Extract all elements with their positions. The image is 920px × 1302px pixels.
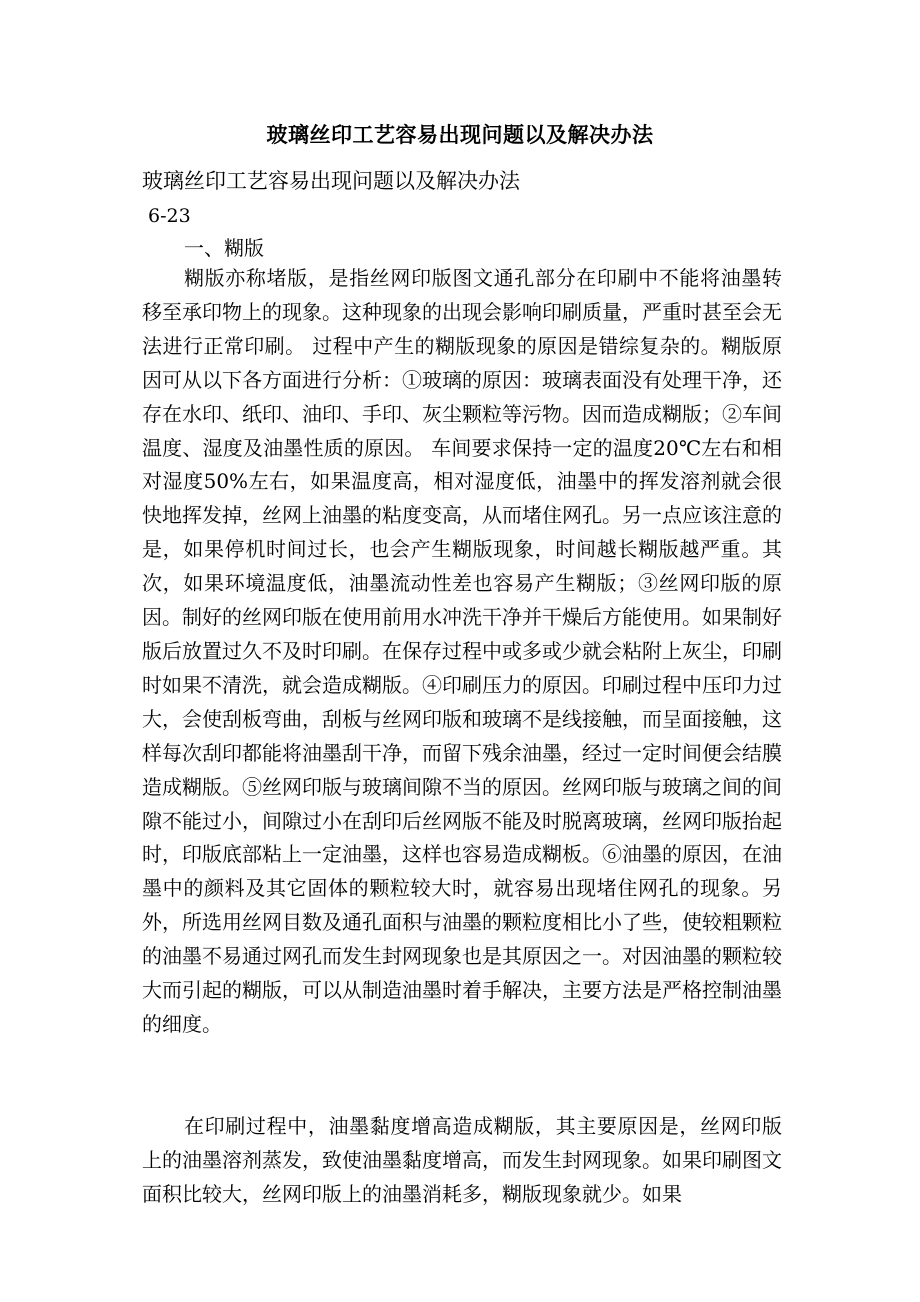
paragraph-2: 在印刷过程中，油墨黏度增高造成糊版，其主要原因是，丝网印版上的油墨溶剂蒸发，致使油墨黏度增高，而发生封网现象。如果印刷图文面积比较大，丝网印版上的油墨消耗多，糊版现象就少。如果 (142, 1114, 782, 1206)
section-heading: 一、糊版 (184, 236, 264, 260)
paragraph-1: 糊版亦称堵版，是指丝网印版图文通孔部分在印刷中不能将油墨转移至承印物上的现象。这种现象的出现会影响印刷质量，严重时甚至会无法进行正常印刷。 过程中产生的糊版现象的原因是错综复杂的。糊版原因可从以下各方面进行分析：①玻璃的原因：玻璃表面没有处理干净，还存在水印、纸印、油印、手印、灰尘颗粒等污物。因而造成糊版；②车间温度、湿度及油墨性质的原因。 车间要求保持一定的温度20℃左右和相对湿度50%左右，如果温度高，相对湿度低，油墨中的挥发溶剂就会很快地挥发掉，丝网上油墨的粘度变高，从而堵住网孔。另一点应该注意的是，如果停机时间过长，也会产生糊版现象，时间越长糊版越严重。其次，如果环境温度低，油墨流动性差也容易产生糊版；③丝网印版的原因。制好的丝网印版在使用前用水冲洗干净并干燥后方能使用。如果制好版后放置过久不及时印刷。在保存过程中或多或少就会粘附上灰尘，印刷时如果不清洗，就会造成糊版。④印刷压力的原因。印刷过程中压印力过大，会使刮板弯曲，刮板与丝网印版和玻璃不是线接触，而呈面接触，这样每次刮印都能将油墨刮干净，而留下残余油墨，经过一定时间便会结膜造成糊版。⑤丝网印版与玻璃间隙不当的原因。丝网印版与玻璃之间的间隙不能过小，间隙过小在刮印后丝网版不能及时脱离玻璃，丝网印版抬起时，印版底部粘上一定油墨，这样也容易造成糊板。⑥油墨的原因，在油墨中的颜料及其它固体的颗粒较大时，就容易出现堵住网孔的现象。另外，所选用丝网目数及通孔面积与油墨的颗粒度相比小了些，使较粗颗粒的油墨不易通过网孔而发生封网现象也是其原因之一。对因油墨的颗粒较大而引起的糊版，可以从制造油墨时着手解决，主要方法是严格控制油墨的细度。 (142, 266, 782, 1036)
document-title: 玻璃丝印工艺容易出现问题以及解决办法 (266, 122, 654, 147)
document-date: 6-23 (148, 205, 191, 227)
document-subtitle: 玻璃丝印工艺容易出现问题以及解决办法 (142, 169, 520, 193)
